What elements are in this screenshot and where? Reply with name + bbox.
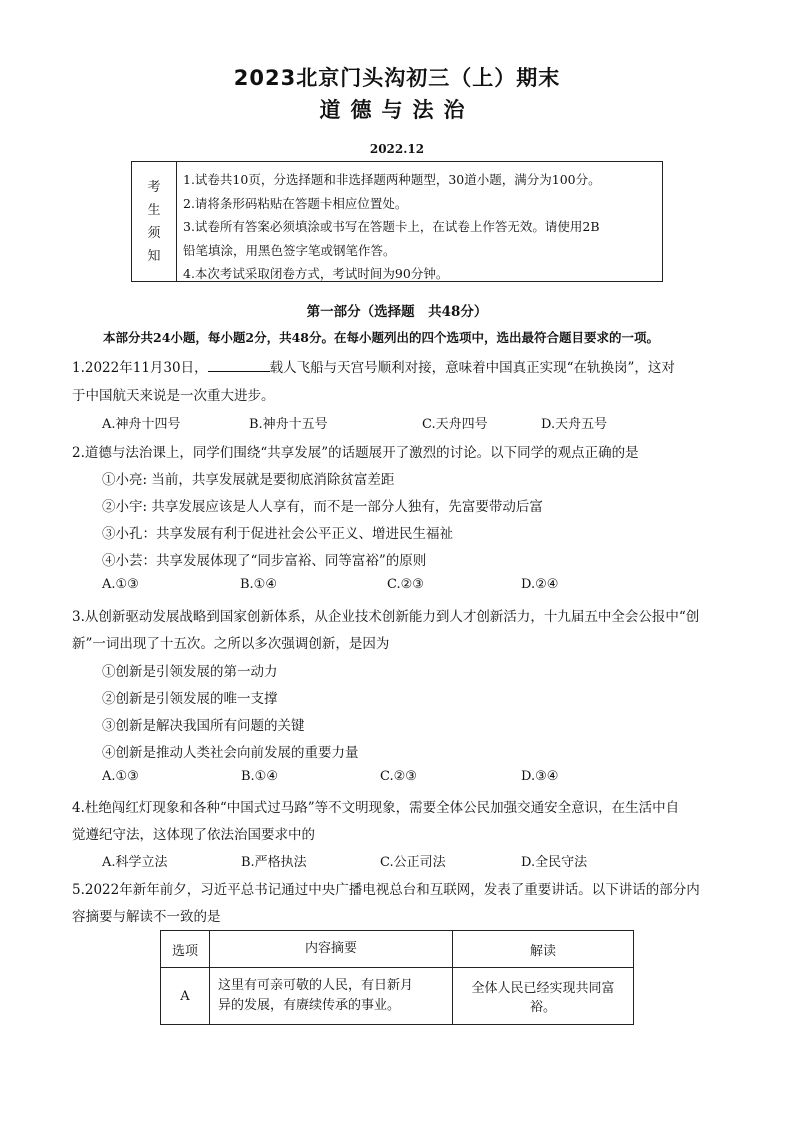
notice-label-char: 须 <box>147 225 161 241</box>
q5-header-interpretation: 解读 <box>453 931 634 968</box>
notice-body <box>177 162 662 281</box>
q5-row-a-option: A <box>161 968 210 1025</box>
q3-stem-line1: 3.从创新驱动发展战略到国家创新体系，从企业技术创新能力到人才创新活力，十九届五中全会公报中“创 <box>72 609 700 625</box>
q3-option-b: B.①④ <box>241 769 278 784</box>
notice-line: 2.请将条形码粘贴在答题卡相应位置处。 <box>183 195 408 211</box>
q3-item-2: ②创新是引领发展的唯一支撑 <box>102 691 278 707</box>
q1-answer-blank <box>208 357 270 372</box>
exam-title: 2023北京门头沟初三（上）期末 <box>233 66 561 90</box>
q5-table-header-row <box>161 931 634 968</box>
q1-option-c: C.天舟四号 <box>422 417 488 432</box>
q1-option-a: A.神舟十四号 <box>102 417 181 432</box>
q3-option-a: A.①③ <box>102 769 139 784</box>
q5-row-a-summary <box>210 968 453 1025</box>
q5-row-a-summary-line2: 异的发展，有赓续传承的事业。 <box>218 998 401 1013</box>
q2-option-c: C.②③ <box>387 577 424 592</box>
notice-line: 3.试卷所有答案必须填涂或书写在答题卡上，在试卷上作答无效。请使用2B <box>183 219 600 234</box>
notice-line: 1.试卷共10页，分选择题和非选择题两种题型，30道小题，满分为100分。 <box>183 172 601 187</box>
q4-option-a: A.科学立法 <box>102 855 168 870</box>
q2-item-1: ①小亮: 当前，共享发展就是要彻底消除贫富差距 <box>102 472 395 488</box>
q1-option-b: B.神舟十五号 <box>249 417 328 432</box>
q1-stem-line1 <box>72 356 675 376</box>
q3-stem-line2: 新”一词出现了十五次。之所以多次强调创新，是因为 <box>72 636 390 652</box>
exam-date: 2022.12 <box>369 142 425 156</box>
q2-option-d: D.②④ <box>521 577 559 592</box>
notice-line: 4.本次考试采取闭卷方式，考试时间为90分钟。 <box>183 266 449 281</box>
q3-option-d: D.③④ <box>521 769 559 784</box>
q4-option-d: D.全民守法 <box>521 855 588 870</box>
q1-stem-line2: 于中国航天来说是一次重大进步。 <box>72 388 275 404</box>
notice-label-char: 知 <box>147 248 161 264</box>
q2-option-b: B.①④ <box>240 577 277 592</box>
q4-options <box>102 851 702 871</box>
q5-header-summary: 内容摘要 <box>210 931 453 968</box>
q3-options <box>102 769 702 789</box>
q5-row-a-summary-line1: 这里有可亲可敬的人民，有日新月 <box>218 978 414 993</box>
q3-option-c: C.②③ <box>380 769 417 784</box>
notice-label-char: 考 <box>147 179 161 195</box>
notice-label <box>132 162 177 281</box>
q2-item-2: ②小宇: 共享发展应该是人人享有，而不是一部分人独有，先富要带动后富 <box>102 499 543 515</box>
notice-label-char: 生 <box>147 202 161 218</box>
notice-line: 铅笔填涂，用黑色签字笔或钢笔作答。 <box>183 242 396 258</box>
q3-item-1: ①创新是引领发展的第一动力 <box>102 664 278 680</box>
q5-header-option: 选项 <box>161 931 210 968</box>
q4-stem-line1: 4.杜绝闯红灯现象和各种“中国式过马路”等不文明现象，需要全体公民加强交通安全意识，在生活中自 <box>72 800 680 816</box>
table-row <box>161 968 634 1025</box>
q1-stem-post: 载人飞船与天宫号顺利对接，意味着中国真正实现“在轨换岗”，这对 <box>269 360 675 376</box>
section-instruction: 本部分共24小题，每小题2分，共48分。在每小题列出的四个选项中，选出最符合题目要求的一项。 <box>103 330 659 345</box>
q1-stem-pre: 1.2022年11月30日， <box>72 360 208 376</box>
q4-option-c: C.公正司法 <box>380 855 446 870</box>
q2-option-a: A.①③ <box>102 577 139 592</box>
q1-option-d: D.天舟五号 <box>541 417 608 432</box>
q3-item-4: ④创新是推动人类社会向前发展的重要力量 <box>102 745 359 761</box>
q4-option-b: B.严格执法 <box>241 855 307 870</box>
exam-notice-box <box>131 161 663 282</box>
q2-item-3: ③小孔：共享发展有利于促进社会公平正义、增进民生福祉 <box>102 526 453 542</box>
q5-table <box>160 930 634 1025</box>
q2-item-4: ④小芸：共享发展体现了“同步富裕、同等富裕”的原则 <box>102 553 427 569</box>
q3-item-3: ③创新是解决我国所有问题的关键 <box>102 718 305 734</box>
q2-options <box>102 577 702 597</box>
subject-title: 道德与法治 <box>319 98 475 122</box>
q1-options <box>102 413 702 433</box>
q2-stem-line1: 2.道德与法治课上，同学们围绕“共享发展”的话题展开了激烈的讨论。以下同学的观点正确的是 <box>72 445 639 461</box>
q5-stem-line1: 5.2022年新年前夕，习近平总书记通过中央广播电视总台和互联网，发表了重要讲话。以下讲话的部分内 <box>72 882 700 898</box>
q5-row-a-interpretation: 全体人民已经实现共同富裕。 <box>453 968 634 1025</box>
q4-stem-line2: 觉遵纪守法，这体现了依法治国要求中的 <box>72 827 315 843</box>
q5-stem-line2: 容摘要与解读不一致的是 <box>72 909 221 925</box>
section-title: 第一部分（选择题 共48分） <box>306 304 488 320</box>
